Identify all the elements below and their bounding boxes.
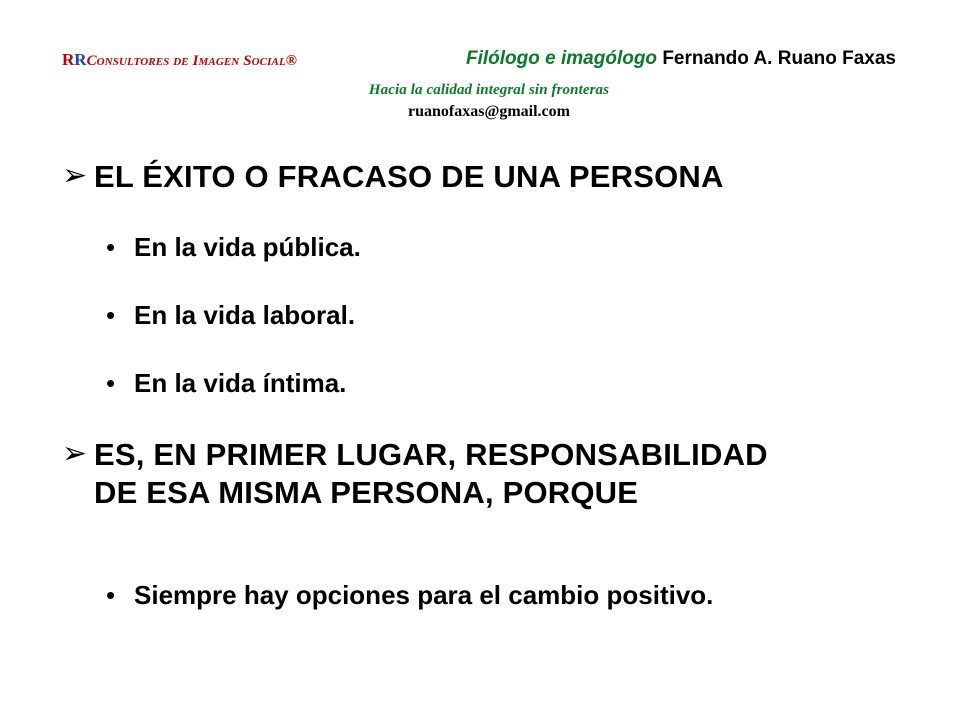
contact-email: ruanofaxas@gmail.com (408, 103, 570, 120)
author-job-title: Filólogo e imagólogo (466, 48, 658, 69)
dot-bullet-icon: • (106, 580, 116, 610)
list-item-label: Siempre hay opciones para el cambio positivo. (134, 580, 714, 610)
brand-tagline: Hacia la calidad integral sin fronteras (368, 82, 610, 98)
header-top-row (0, 50, 960, 76)
author-name: Fernando A. Ruano Faxas (662, 48, 896, 69)
brand-logo (62, 50, 297, 70)
heading-2-text (94, 436, 768, 512)
heading-2-line-1: ES, EN PRIMER LUGAR, RESPONSABILIDAD (94, 437, 768, 472)
slide-header (0, 50, 960, 121)
list-item (0, 230, 960, 264)
slide-body (0, 158, 960, 612)
arrow-bullet-icon: ➢ (62, 437, 88, 470)
list-item-label: En la vida íntima. (134, 368, 347, 398)
brand-mirrored-r: Я (62, 50, 75, 69)
list-item (0, 298, 960, 332)
list-item-label: En la vida laboral. (134, 300, 356, 330)
dot-bullet-icon: • (106, 232, 116, 262)
list-item-label: En la vida pública. (134, 232, 361, 262)
arrow-bullet-icon: ➢ (62, 159, 88, 192)
heading-2-line-2: DE ESA MISMA PERSONA, PORQUE (94, 475, 639, 510)
author-line (466, 48, 896, 70)
heading-1-text: EL ÉXITO O FRACASO DE UNA PERSONA (94, 159, 724, 194)
brand-blue-r: R (74, 50, 87, 69)
list-item (0, 578, 960, 612)
heading-item-1 (0, 158, 960, 196)
dot-bullet-icon: • (106, 300, 116, 330)
list-item (0, 366, 960, 400)
dot-bullet-icon: • (106, 368, 116, 398)
heading-item-2 (0, 436, 960, 512)
brand-name-text: Consultores de Imagen Social® (86, 53, 298, 69)
spacer (0, 518, 960, 544)
spacer (0, 400, 960, 436)
